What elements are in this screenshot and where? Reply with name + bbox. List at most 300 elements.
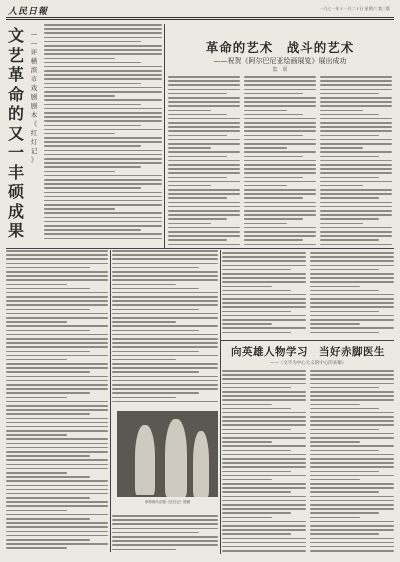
text-line: [244, 189, 316, 191]
text-line: [112, 380, 218, 382]
text-line: [320, 202, 392, 204]
text-line: [44, 175, 162, 177]
text-line: [44, 24, 162, 26]
text-line: [112, 254, 218, 256]
text-line: [112, 388, 218, 390]
text-line: [44, 129, 162, 131]
text-line: [310, 504, 394, 506]
text-line: [244, 160, 316, 162]
text-line: [6, 401, 108, 403]
text-line: [6, 367, 108, 369]
text-line: [168, 185, 211, 187]
text-line: [6, 334, 108, 336]
text-line: [44, 233, 162, 235]
text-line: [112, 279, 218, 281]
text-line: [222, 327, 306, 329]
text-line: [222, 500, 306, 502]
text-line: [222, 323, 272, 325]
text-line: [310, 269, 379, 271]
column-rule: [110, 250, 111, 552]
text-line: [320, 189, 392, 191]
text-line: [244, 135, 303, 137]
text-line: [6, 443, 108, 445]
text-line: [310, 450, 379, 452]
text-line: [44, 70, 162, 72]
text-line: [222, 542, 306, 544]
text-line: [112, 363, 218, 365]
figure-right: [193, 431, 209, 497]
text-line: [310, 374, 394, 376]
text-line: [168, 227, 240, 229]
headline-char: 的: [7, 104, 24, 123]
text-line: [310, 408, 379, 410]
text-line: [222, 504, 306, 506]
text-line: [320, 139, 392, 141]
text-line: [222, 458, 306, 460]
text-line: [310, 546, 394, 548]
text-line: [320, 235, 392, 237]
text-line: [310, 420, 394, 422]
text-line: [222, 550, 306, 552]
subhead-char: 滨: [30, 66, 38, 74]
text-line: [310, 252, 394, 254]
text-line: [222, 294, 306, 296]
text-line: [222, 315, 306, 317]
subhead-char: 红: [30, 129, 38, 137]
left-subheadline: [30, 30, 38, 165]
text-line: [310, 491, 379, 493]
text-line: [222, 437, 306, 439]
text-line: [112, 296, 218, 298]
text-line: [112, 515, 218, 517]
text-line: [44, 104, 141, 106]
text-line: [310, 315, 394, 317]
text-line: [6, 380, 108, 382]
right-article-column: [320, 76, 392, 248]
text-line: [44, 83, 141, 85]
text-line: [244, 97, 316, 99]
text-line: [222, 399, 306, 401]
subhead-char: 灯: [30, 138, 38, 146]
text-line: [6, 392, 90, 394]
text-line: [222, 391, 306, 393]
text-line: [244, 223, 287, 225]
text-line: [44, 66, 162, 68]
text-line: [6, 501, 108, 503]
text-line: [44, 37, 162, 39]
text-line: [112, 267, 199, 269]
text-line: [112, 284, 176, 286]
text-line: [6, 434, 67, 436]
text-line: [320, 110, 363, 112]
text-line: [222, 370, 306, 372]
text-line: [244, 151, 316, 153]
text-line: [244, 193, 316, 195]
subhead-char: —: [30, 39, 38, 47]
text-line: [112, 317, 218, 319]
text-line: [168, 181, 240, 183]
text-line: [222, 433, 306, 435]
text-line: [222, 496, 306, 498]
text-line: [310, 550, 394, 552]
headline-char: 命: [7, 84, 24, 104]
text-line: [310, 383, 394, 385]
text-line: [6, 313, 108, 315]
text-line: [168, 147, 211, 149]
text-line: [310, 508, 394, 510]
text-line: [320, 214, 392, 216]
subhead-char: 本: [30, 111, 38, 119]
text-line: [44, 116, 162, 118]
text-line: [222, 483, 306, 485]
text-line: [244, 164, 316, 166]
text-line: [310, 529, 394, 531]
text-line: [320, 93, 379, 95]
text-line: [6, 514, 108, 516]
text-line: [310, 311, 379, 313]
text-line: [44, 32, 162, 34]
text-line: [244, 231, 316, 233]
text-line: [222, 450, 291, 452]
text-line: [310, 475, 394, 477]
text-line: [222, 306, 306, 308]
text-line: [310, 538, 394, 540]
text-line: [222, 424, 306, 426]
text-line: [6, 547, 67, 549]
text-line: [320, 181, 392, 183]
text-line: [320, 114, 379, 116]
text-line: [222, 281, 306, 283]
text-line: [222, 462, 306, 464]
text-line: [168, 239, 227, 241]
text-line: [320, 210, 392, 212]
text-line: [320, 206, 392, 208]
column-rule: [220, 250, 221, 554]
text-line: [112, 334, 218, 336]
text-line: [222, 454, 306, 456]
text-line: [44, 171, 115, 173]
text-line: [6, 493, 108, 495]
text-line: [320, 147, 363, 149]
text-line: [6, 292, 108, 294]
text-line: [244, 218, 303, 220]
text-line: [44, 112, 162, 114]
text-line: [222, 466, 306, 468]
text-line: [112, 351, 199, 353]
text-line: [44, 187, 141, 189]
text-line: [168, 76, 240, 78]
text-line: [44, 28, 162, 30]
text-line: [44, 183, 162, 185]
text-line: [222, 479, 272, 481]
right-article-column: [222, 252, 306, 338]
text-line: [310, 387, 379, 389]
text-line: [168, 231, 240, 233]
masthead-rule-thin: [6, 19, 394, 20]
masthead-rule: [6, 17, 394, 18]
text-line: [6, 430, 108, 432]
text-line: [244, 143, 316, 145]
text-line: [222, 395, 306, 397]
text-line: [168, 214, 240, 216]
text-line: [6, 539, 90, 541]
text-line: [168, 223, 211, 225]
second-article-column: [222, 370, 306, 554]
headline-char: 一: [7, 143, 24, 162]
text-line: [44, 99, 162, 101]
text-line: [244, 235, 316, 237]
text-line: [6, 480, 108, 482]
text-line: [310, 521, 394, 523]
text-line: [44, 45, 162, 47]
text-line: [222, 521, 306, 523]
text-line: [320, 231, 392, 233]
text-line: [310, 471, 379, 473]
text-line: [168, 139, 240, 141]
text-line: [222, 546, 306, 548]
text-line: [44, 41, 141, 43]
text-line: [222, 533, 291, 535]
text-line: [6, 455, 90, 457]
text-line: [112, 540, 218, 542]
text-line: [6, 543, 108, 545]
text-line: [44, 154, 162, 156]
text-line: [222, 512, 291, 514]
text-line: [6, 267, 90, 269]
text-line: [310, 542, 394, 544]
second-article-subtitle: ——（文字为中心大义的中心的来稿）: [269, 361, 347, 366]
text-line: [244, 172, 316, 174]
text-line: [310, 319, 394, 321]
text-line: [310, 533, 379, 535]
left-article-column: [44, 24, 162, 246]
text-line: [6, 497, 90, 499]
text-line: [44, 125, 141, 127]
text-line: [222, 487, 306, 489]
headline-char: 丰: [7, 162, 24, 182]
text-line: [310, 466, 394, 468]
text-line: [112, 309, 199, 311]
text-line: [168, 101, 240, 103]
photo-caption: 革命现代京剧《红灯记》剧照: [144, 500, 191, 504]
text-line: [44, 196, 162, 198]
text-line: [222, 404, 272, 406]
text-line: [44, 162, 162, 164]
text-line: [320, 218, 379, 220]
subhead-char: 剧: [30, 102, 38, 110]
text-line: [168, 156, 227, 158]
text-line: [44, 179, 162, 181]
subhead-char: 戏: [30, 84, 38, 92]
text-line: [222, 529, 306, 531]
text-line: [310, 512, 379, 514]
text-line: [6, 464, 108, 466]
right-article-byline: 集 训: [272, 67, 288, 73]
text-line: [244, 118, 316, 120]
text-line: [222, 525, 306, 527]
text-line: [320, 177, 379, 179]
text-line: [44, 87, 162, 89]
text-line: [310, 458, 394, 460]
text-line: [320, 223, 363, 225]
text-line: [6, 451, 108, 453]
text-line: [44, 108, 162, 110]
text-line: [6, 321, 67, 323]
text-line: [6, 476, 90, 478]
issue-date: 一九七一年十一月二十日 星期六 第三版: [319, 6, 390, 11]
text-line: [112, 544, 218, 546]
text-line: [244, 214, 316, 216]
text-line: [310, 327, 394, 329]
text-line: [310, 517, 360, 519]
text-line: [6, 317, 108, 319]
text-line: [168, 168, 240, 170]
text-line: [6, 489, 108, 491]
text-line: [310, 412, 394, 414]
text-line: [310, 273, 394, 275]
text-line: [320, 118, 392, 120]
text-line: [320, 122, 392, 124]
text-line: [168, 84, 240, 86]
text-line: [168, 160, 240, 162]
text-line: [168, 235, 240, 237]
text-line: [310, 281, 394, 283]
text-line: [168, 80, 240, 82]
text-line: [320, 143, 392, 145]
text-line: [244, 139, 316, 141]
text-line: [44, 133, 115, 135]
text-line: [168, 189, 240, 191]
text-line: [112, 342, 218, 344]
newspaper-logo: 人民日報: [8, 7, 49, 17]
text-line: [320, 156, 379, 158]
text-line: [168, 97, 240, 99]
text-line: [6, 263, 108, 265]
text-line: [112, 338, 218, 340]
subhead-char: 市: [30, 75, 38, 83]
text-line: [6, 296, 108, 298]
left-headline: [6, 26, 26, 241]
headline-char: 艺: [7, 45, 24, 65]
text-line: [310, 277, 394, 279]
stage-photo: [117, 411, 218, 497]
text-line: [112, 519, 218, 521]
text-line: [6, 426, 108, 428]
text-line: [310, 395, 394, 397]
text-line: [320, 168, 392, 170]
text-line: [44, 95, 115, 97]
text-line: [44, 53, 162, 55]
text-line: [244, 168, 316, 170]
text-line: [320, 244, 392, 246]
text-line: [310, 433, 394, 435]
text-line: [310, 399, 394, 401]
text-line: [320, 172, 392, 174]
text-line: [6, 359, 67, 361]
text-line: [222, 508, 306, 510]
text-line: [6, 522, 108, 524]
text-line: [320, 164, 392, 166]
text-line: [168, 89, 240, 91]
text-line: [310, 429, 379, 431]
text-line: [310, 265, 394, 267]
text-line: [6, 510, 67, 512]
text-line: [244, 122, 316, 124]
text-line: [112, 371, 199, 373]
text-line: [244, 80, 316, 82]
text-line: [6, 485, 108, 487]
text-line: [112, 304, 218, 306]
text-line: [6, 284, 67, 286]
text-line: [222, 286, 272, 288]
text-line: [6, 518, 90, 520]
text-line: [112, 275, 218, 277]
text-line: [310, 302, 394, 304]
right-article-subtitle: ——祝贺《阿尔巴尼亚绘画展览》展出成功: [213, 57, 347, 65]
text-line: [320, 105, 392, 107]
text-line: [168, 151, 240, 153]
text-line: [168, 143, 240, 145]
text-line: [168, 93, 227, 95]
text-line: [222, 475, 306, 477]
text-line: [244, 130, 316, 132]
headline-char: 硕: [7, 182, 24, 201]
headline-char: 果: [7, 221, 24, 240]
text-line: [6, 397, 67, 399]
text-line: [244, 206, 316, 208]
text-line: [222, 260, 306, 262]
text-line: [112, 292, 218, 294]
text-line: [222, 471, 291, 473]
left-article-column: [112, 515, 218, 555]
text-line: [222, 491, 291, 493]
text-line: [112, 258, 218, 260]
text-line: [112, 523, 218, 525]
text-line: [112, 355, 218, 357]
subhead-char: 横: [30, 57, 38, 65]
text-line: [310, 424, 394, 426]
text-line: [112, 313, 218, 315]
article-divider: [220, 340, 394, 341]
text-line: [168, 105, 240, 107]
text-line: [310, 404, 360, 406]
text-line: [320, 185, 363, 187]
text-line: [310, 294, 394, 296]
text-line: [320, 151, 392, 153]
text-line: [6, 526, 108, 528]
text-line: [6, 309, 90, 311]
text-line: [320, 80, 392, 82]
text-line: [310, 479, 360, 481]
text-line: [244, 156, 303, 158]
text-line: [44, 217, 162, 219]
right-article-column: [310, 252, 394, 338]
text-line: [6, 413, 90, 415]
text-line: [244, 147, 287, 149]
text-line: [244, 244, 316, 246]
subhead-char: 》: [30, 156, 38, 164]
text-line: [6, 363, 108, 365]
text-line: [44, 150, 162, 152]
text-line: [112, 532, 199, 534]
text-line: [244, 105, 316, 107]
text-line: [44, 58, 115, 60]
column-rule: [164, 24, 165, 248]
text-line: [222, 311, 291, 313]
text-line: [320, 76, 392, 78]
text-line: [222, 387, 291, 389]
text-line: [320, 84, 392, 86]
